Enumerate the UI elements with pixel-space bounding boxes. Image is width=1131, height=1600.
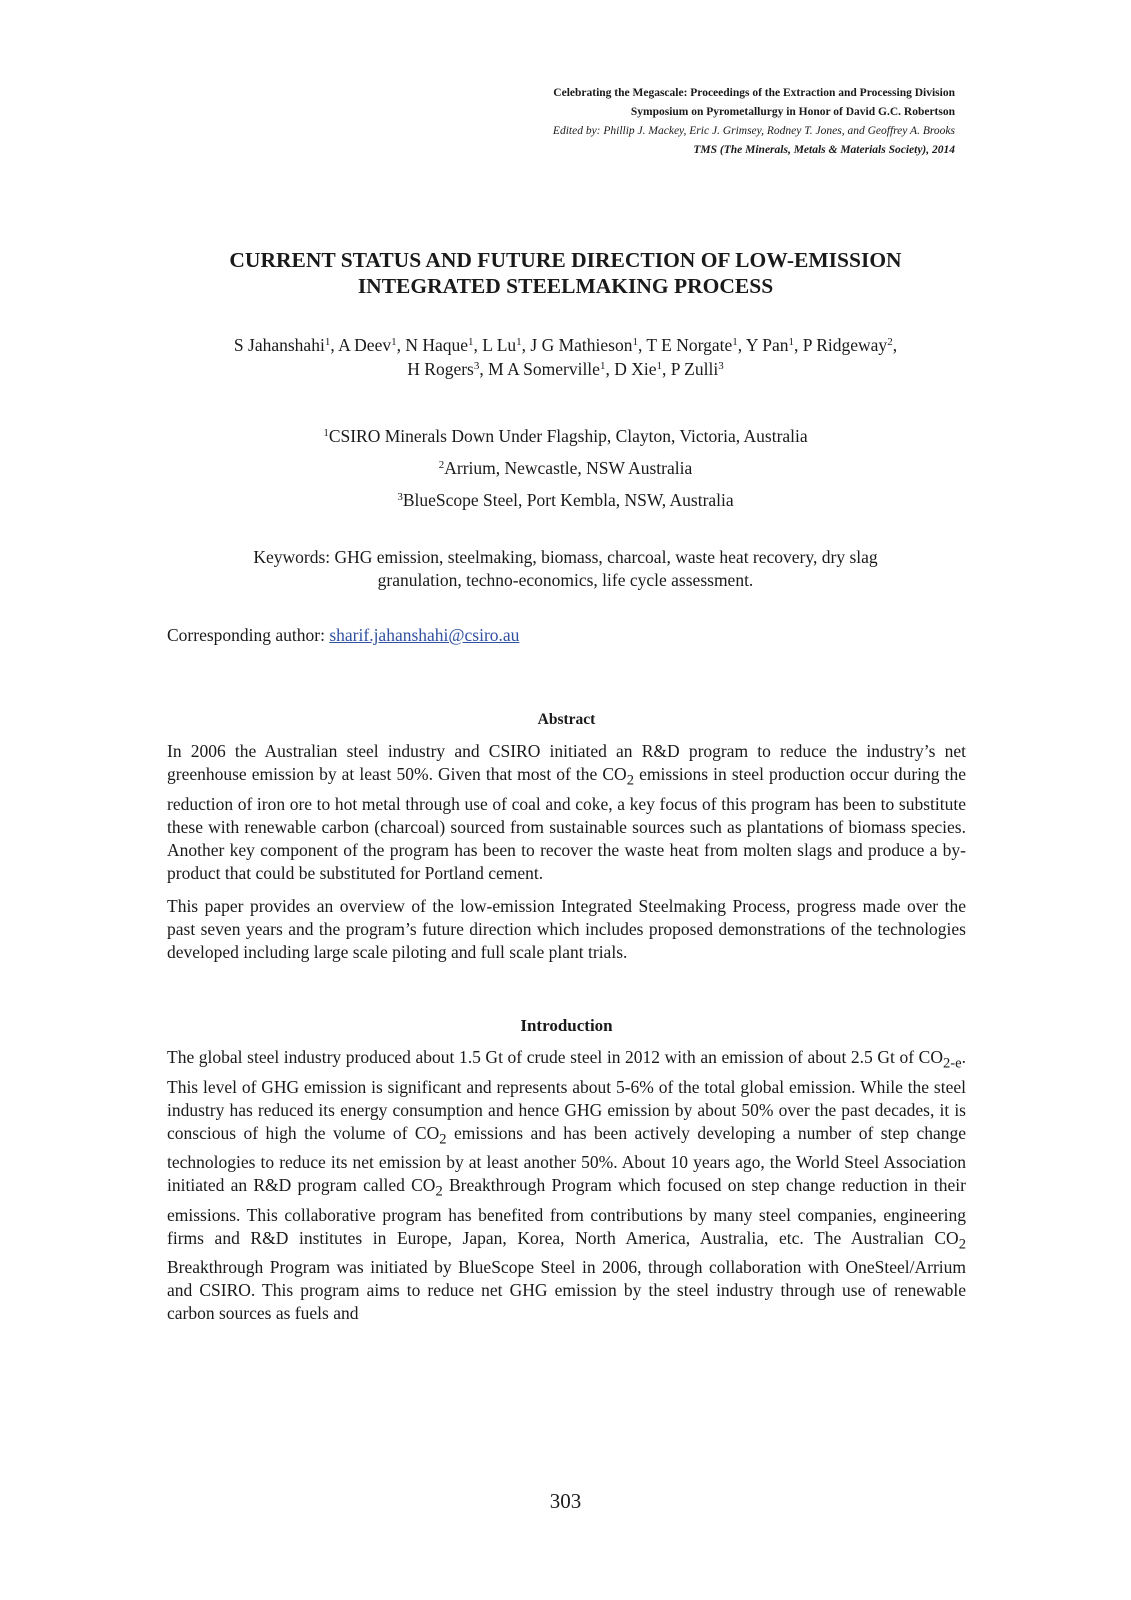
author-list bbox=[150, 333, 981, 381]
running-head bbox=[553, 84, 955, 160]
introduction-text: emissions and has been actively developing a number of step change technologies to reduce its net emission by at least another 50%. About 10 years ago, the World Steel Association initiated an R&D program called CO bbox=[167, 1122, 966, 1195]
author-name: L Lu bbox=[482, 335, 517, 355]
introduction-body bbox=[167, 1046, 966, 1335]
author-affiliation-mark: 1 bbox=[788, 336, 795, 348]
affiliation-text: Arrium, Newcastle, NSW Australia bbox=[444, 458, 693, 478]
author bbox=[405, 335, 482, 355]
author-affiliation-mark: 3 bbox=[473, 360, 480, 372]
running-head-line-1: Celebrating the Megascale: Proceedings of the Extraction and Processing Division bbox=[553, 87, 955, 99]
author bbox=[614, 359, 671, 379]
author bbox=[482, 335, 530, 355]
introduction-paragraph bbox=[167, 1046, 966, 1325]
affiliation bbox=[150, 457, 981, 489]
corresponding-author-label: Corresponding author: bbox=[167, 625, 330, 645]
author-name: P Ridgeway bbox=[802, 335, 888, 355]
affiliation-text: CSIRO Minerals Down Under Flagship, Clayton, Victoria, Australia bbox=[328, 426, 808, 446]
author-name: T E Norgate bbox=[646, 335, 733, 355]
running-head-line-2: Symposium on Pyrometallurgy in Honor of David G.C. Robertson bbox=[630, 106, 955, 118]
author-affiliation-mark: 2 bbox=[887, 336, 893, 348]
paper-title-line-2: INTEGRATED STEELMAKING PROCESS bbox=[357, 274, 774, 298]
author-name: H Rogers bbox=[407, 359, 474, 379]
author-affiliation-mark: 3 bbox=[718, 360, 724, 372]
author-separator: , bbox=[661, 359, 671, 379]
introduction-text: Breakthrough Program was initiated by BlueScope Steel in 2006, through collaboration with OneSteel/Arrium and CSIRO. This program aims to reduce net GHG emission by the steel industry through use of renewable carbon sources as fuels and bbox=[167, 1257, 966, 1323]
author-separator: , bbox=[737, 335, 746, 355]
subscript: 2-e bbox=[943, 1055, 962, 1072]
running-head-editors: Edited by: Phillip J. Mackey, Eric J. Grimsey, Rodney T. Jones, and Geoffrey A. Brooks bbox=[552, 125, 955, 137]
author-name: A Deev bbox=[338, 335, 392, 355]
subscript: 2 bbox=[626, 772, 634, 789]
introduction-text: Breakthrough Program which focused on step change reduction in their emissions. This collaborative program has benefited from contributions by many steel companies, engineering firms and R&D institutes in Europe, Japan, Korea, North America, Australia, etc. The Australian CO bbox=[167, 1175, 966, 1248]
affiliation-number: 2 bbox=[438, 459, 445, 471]
author-name: S Jahanshahi bbox=[233, 335, 325, 355]
author-separator: , bbox=[330, 335, 339, 355]
author bbox=[234, 335, 338, 355]
author-separator: , bbox=[794, 335, 803, 355]
author-separator: , bbox=[637, 335, 647, 355]
affiliation-list bbox=[150, 425, 981, 521]
keywords-line-2: granulation, techno-economics, life cycle assessment. bbox=[377, 570, 754, 590]
corresponding-author-email-link[interactable]: sharif.jahanshahi@csiro.au bbox=[329, 625, 520, 645]
author-separator: , bbox=[892, 335, 898, 355]
author-affiliation-mark: 1 bbox=[391, 336, 397, 348]
affiliation-number: 3 bbox=[397, 491, 403, 503]
abstract-heading: Abstract bbox=[537, 711, 596, 728]
introduction-text: The global steel industry produced about 1.5 Gt of crude steel in 2012 with an emission of about 2.5 Gt of CO bbox=[167, 1047, 943, 1067]
author bbox=[338, 335, 405, 355]
introduction-heading: Introduction bbox=[520, 1016, 613, 1035]
author-name: Y Pan bbox=[745, 335, 789, 355]
author-name: M A Somerville bbox=[488, 359, 600, 379]
author-name: P Zulli bbox=[670, 359, 719, 379]
author bbox=[530, 335, 646, 355]
author-separator: , bbox=[473, 335, 483, 355]
subscript: 2 bbox=[435, 1183, 443, 1200]
abstract-text: emissions in steel production occur during the reduction of iron ore to hot metal through use of coal and coke, a key focus of this program has been to substitute these with renewable carbon (charcoal) sourced from sustainable sources such as plantations of biomass species. Another key component of the program has been to recover the waste heat from molten slags and produce a by-product that could be substituted for Portland cement. bbox=[167, 764, 966, 883]
author-affiliation-mark: 1 bbox=[656, 360, 662, 372]
paper-title bbox=[150, 247, 981, 299]
abstract-body bbox=[167, 740, 966, 974]
keywords bbox=[190, 546, 941, 592]
author-name: D Xie bbox=[614, 359, 657, 379]
author-affiliation-mark: 1 bbox=[599, 360, 606, 372]
author-affiliation-mark: 1 bbox=[468, 336, 474, 348]
introduction-text: . This level of GHG emission is significant and represents about 5-6% of the total global emission. While the steel industry has reduced its energy consumption and hence GHG emission by about 50% over the past decades, it is conscious of high the volume of CO bbox=[167, 1047, 966, 1143]
corresponding-author bbox=[167, 624, 519, 647]
abstract-paragraph-2: This paper provides an overview of the low-emission Integrated Steelmaking Process, progress made over the past seven years and the program’s future direction which includes proposed demonstrations of the technologies developed including large scale piloting and full scale plant trials. bbox=[167, 895, 966, 962]
author-separator: , bbox=[479, 359, 489, 379]
affiliation-number: 1 bbox=[323, 427, 329, 439]
author-separator: , bbox=[521, 335, 531, 355]
author-separator: , bbox=[396, 335, 406, 355]
affiliation bbox=[150, 425, 981, 457]
affiliation-text: BlueScope Steel, Port Kembla, NSW, Australia bbox=[402, 490, 734, 510]
abstract-text: In 2006 the Australian steel industry and CSIRO initiated an R&D program to reduce the industry’s net greenhouse emission by at least 50%. Given that most of the CO bbox=[167, 741, 966, 784]
author bbox=[646, 335, 745, 355]
keywords-line-1: Keywords: GHG emission, steelmaking, biomass, charcoal, waste heat recovery, dry slag bbox=[253, 547, 878, 567]
author-affiliation-mark: 1 bbox=[516, 336, 522, 348]
author-separator: , bbox=[605, 359, 615, 379]
author-affiliation-mark: 1 bbox=[732, 336, 738, 348]
author-affiliation-mark: 1 bbox=[632, 336, 638, 348]
author bbox=[488, 359, 614, 379]
author bbox=[746, 335, 803, 355]
author-affiliation-mark: 1 bbox=[324, 336, 331, 348]
author-name: N Haque bbox=[405, 335, 469, 355]
subscript: 2 bbox=[439, 1131, 447, 1147]
running-head-publisher: TMS (The Minerals, Metals & Materials Society), 2014 bbox=[693, 144, 955, 156]
author bbox=[407, 359, 488, 379]
abstract-paragraph-1 bbox=[167, 740, 966, 885]
page-number: 303 bbox=[549, 1489, 582, 1513]
subscript: 2 bbox=[958, 1236, 966, 1252]
author bbox=[671, 359, 724, 379]
author-name: J G Mathieson bbox=[530, 335, 633, 355]
paper-title-line-1: CURRENT STATUS AND FUTURE DIRECTION OF LOW-EMISSION bbox=[229, 248, 902, 272]
author bbox=[803, 335, 897, 355]
affiliation bbox=[150, 489, 981, 521]
